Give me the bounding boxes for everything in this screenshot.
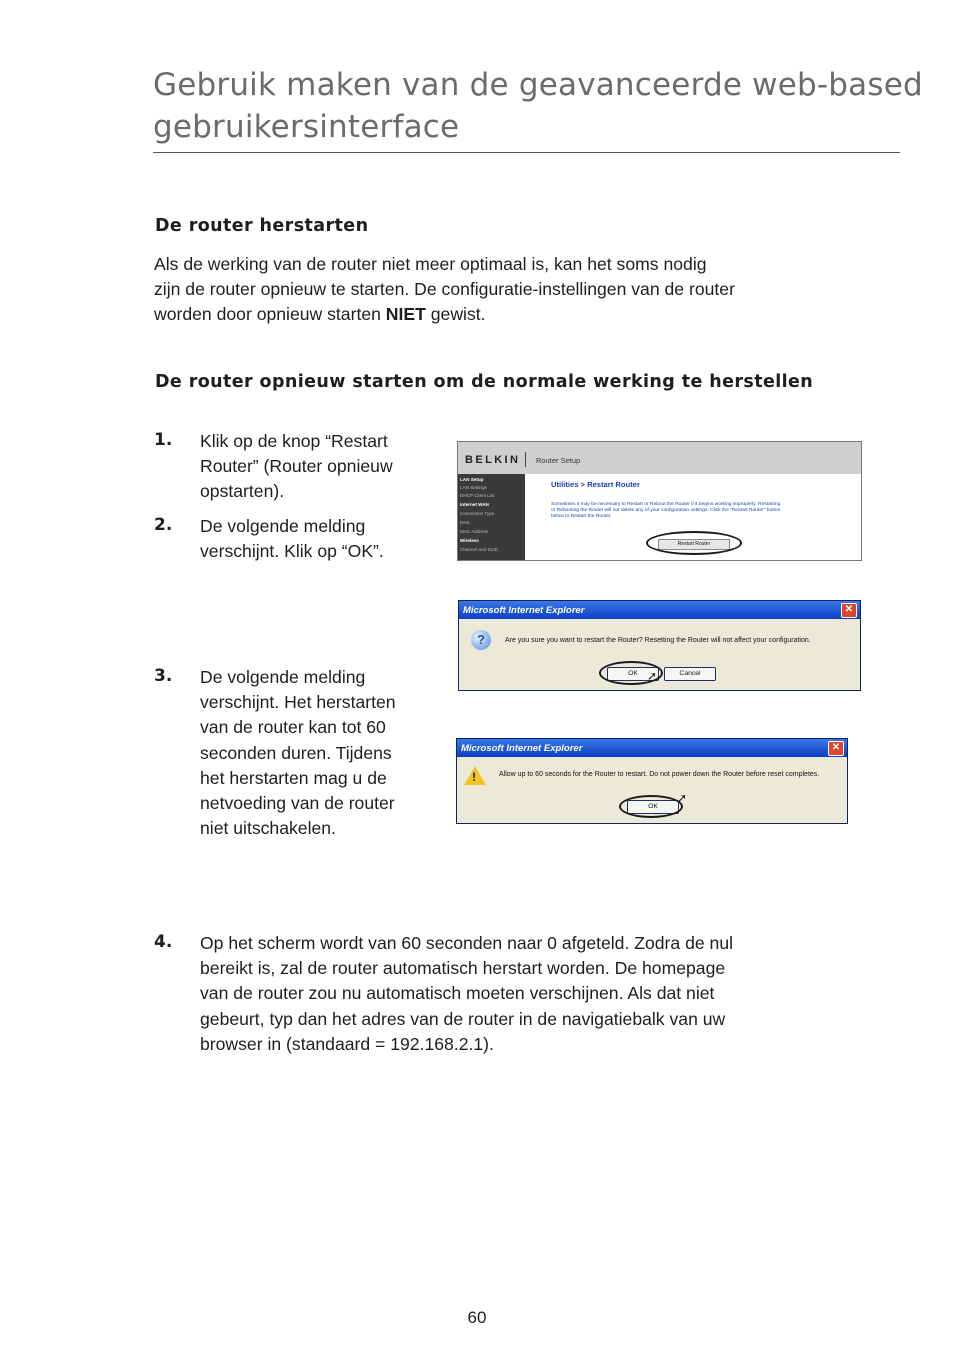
router-setup-label: Router Setup (536, 456, 581, 465)
router-setup-screenshot (457, 441, 862, 561)
cancel-button[interactable]: Cancel (664, 667, 716, 681)
step-4-line: browser in (standaard = 192.168.2.1). (200, 1033, 494, 1054)
ok-button[interactable]: OK (607, 667, 659, 681)
router-breadcrumb: Utilities > Restart Router (551, 480, 640, 489)
warning-icon: ! (464, 766, 486, 785)
restart-description (551, 502, 841, 521)
section-heading-restart: De router herstarten (155, 216, 369, 236)
intro-emphasis-niet: NIET (385, 304, 426, 324)
step-1-line: opstarten). (200, 481, 285, 502)
step-3-line: netvoeding van de router (200, 793, 395, 814)
section-heading-procedure: De router opnieuw starten om de normale werking te herstellen (155, 372, 814, 392)
close-icon[interactable]: ✕ (841, 603, 857, 618)
page-number: 60 (467, 1308, 487, 1327)
intro-line-3-start: worden door opnieuw starten (154, 304, 386, 324)
step-3-line: het herstarten mag u de (200, 767, 387, 788)
page-title (153, 64, 933, 148)
highlight-ring (619, 795, 683, 818)
sidebar-item-connection-type[interactable]: Connection Type (460, 511, 495, 516)
step-1-line: Router” (Router opnieuw (200, 456, 393, 477)
question-icon: ? (471, 630, 491, 650)
step-3-line: niet uitschakelen. (200, 818, 336, 839)
dialog-title: Microsoft Internet Explorer (463, 605, 585, 616)
step-3-line: van de router kan tot 60 (200, 717, 386, 738)
page-title-line-2: gebruikersinterface (153, 109, 460, 145)
sidebar-item-lan-setup[interactable]: LAN Setup (460, 477, 484, 482)
step-1-text (200, 429, 440, 505)
step-3-line: De volgende melding (200, 667, 366, 687)
step-4-text (200, 931, 900, 1057)
step-1-line: Klik op de knop “Restart (200, 431, 388, 451)
step-2-line: verschijnt. Klik op “OK”. (200, 541, 384, 562)
dialog-message: Allow up to 60 seconds for the Router to restart. Do not power down the Router before reset completes. (499, 771, 820, 778)
sidebar-item-wireless[interactable]: Wireless (460, 538, 479, 543)
header-separator (525, 452, 526, 467)
highlight-ring (646, 531, 742, 555)
step-3-line: seconden duren. Tijdens (200, 742, 392, 763)
restart-description-line: Sometimes it may be necessary to Restart or Reboot the Router if it begins working improperly. Restarting (551, 502, 781, 507)
intro-line-3 (154, 302, 874, 327)
mouse-cursor-icon: ➚ (647, 669, 658, 683)
step-2-text (200, 514, 440, 564)
sidebar-item-channel-ssid[interactable]: Channel and SSID (460, 547, 499, 552)
sidebar-item-mac-address[interactable]: MAC Address (460, 529, 489, 534)
restart-info-dialog (456, 738, 848, 824)
intro-line-1: Als de werking van de router niet meer optimaal is, kan het soms nodig (154, 254, 707, 274)
sidebar-item-dhcp-client-list[interactable]: DHCP Client List (460, 493, 495, 498)
intro-paragraph (154, 252, 874, 327)
step-2-number: 2. (154, 515, 173, 535)
router-sidebar (458, 474, 525, 560)
title-divider (153, 152, 900, 153)
confirm-restart-dialog (458, 600, 861, 691)
sidebar-item-internet-wan[interactable]: Internet WAN (460, 502, 489, 507)
step-4-number: 4. (154, 932, 173, 952)
intro-line-2: zijn de router opnieuw te starten. De configuratie-instellingen van de router (154, 279, 735, 299)
ok-button[interactable]: OK (627, 800, 679, 814)
sidebar-item-dns[interactable]: DNS (460, 520, 470, 525)
restart-router-button[interactable]: Restart Router (658, 539, 730, 550)
step-3-line: verschijnt. Het herstarten (200, 692, 396, 713)
step-1-number: 1. (154, 430, 173, 450)
dialog-message: Are you sure you want to restart the Router? Resetting the Router will not affect your configuration. (505, 637, 811, 644)
belkin-logo: BELKIN (465, 454, 521, 466)
step-4-line: gebeurt, typ dan het adres van de router in de navigatiebalk van uw (200, 1008, 726, 1029)
close-icon[interactable]: ✕ (828, 741, 844, 756)
step-4-line: van de router zou nu automatisch moeten verschijnen. Als dat niet (200, 983, 715, 1004)
page-title-line-1: Gebruik maken van de geavanceerde web-based (153, 67, 923, 103)
step-2-line: De volgende melding (200, 516, 366, 536)
dialog-title: Microsoft Internet Explorer (461, 743, 583, 754)
step-3-number: 3. (154, 666, 173, 686)
intro-line-3-end: gewist. (425, 304, 486, 324)
restart-description-line: or Rebooting the Router will not delete any of your configuration settings. Click the "Restart Router" button (551, 508, 781, 514)
step-3-text (200, 665, 440, 841)
step-4-line: bereikt is, zal de router automatisch herstart worden. De homepage (200, 958, 726, 979)
sidebar-item-lan-settings[interactable]: LAN Settings (460, 485, 487, 490)
mouse-cursor-icon: ➚ (677, 791, 688, 805)
restart-description-line: below to Restart the Router. (551, 514, 612, 520)
step-4-line: Op het scherm wordt van 60 seconden naar 0 afgeteld. Zodra de nul (200, 933, 734, 953)
